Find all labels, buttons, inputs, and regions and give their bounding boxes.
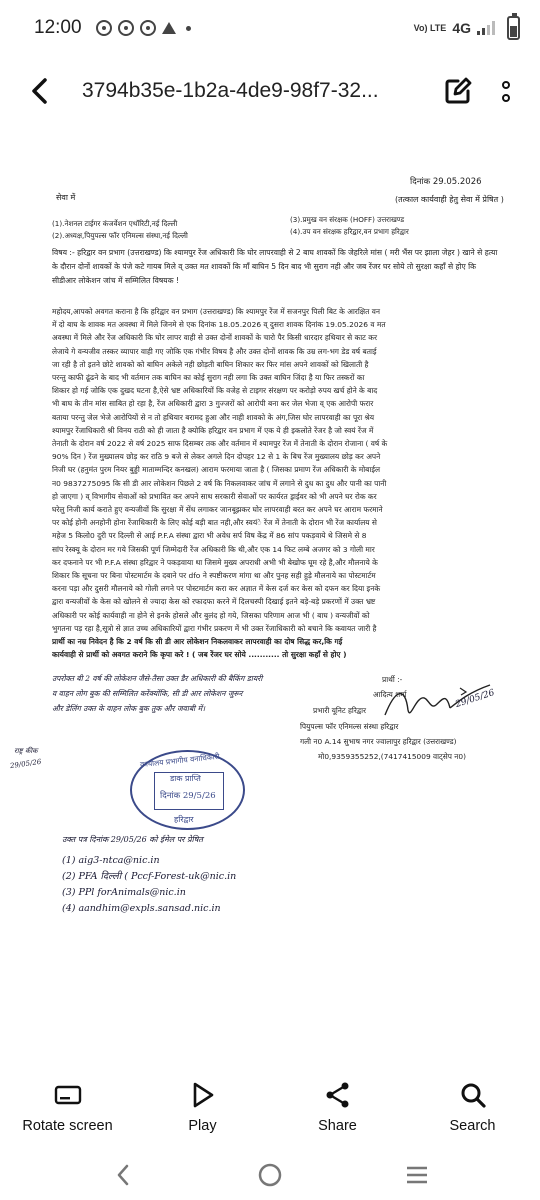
volte-icon: Vo) LTE [413,22,447,33]
notification-icons [96,20,191,36]
body-line: भी बाघ के तीन मांस साबित हो रहा है, रेंज अधिकारी द्वारा 3 गुज्जरों को आरोपी बना कर जेल भेजा व् एक आरोपी फरार [52,399,374,409]
letter-seva: सेवा में [56,193,76,202]
stamp-office: कार्यालय प्रभागीय वनाधिकारी [139,751,220,770]
email-item: (3) PPl forAnimals@nic.in [62,887,186,898]
back-arrow-icon [30,77,50,105]
email-note-header: उक्त पत्र दिनांक 29/05/26 को ईमेल पर प्रेषित [62,835,203,844]
body-line: हो जाएगा ) व् विभागीय सेवाओं को प्रभावित कर अपने साथ सरकारी सेवाओं पर कार्यरत ड्राईवर को भी अपने घर रोक कर [52,491,377,501]
body-line: न0 9837275095 कि सी डी आर लोकेशन पिछले 2 वर्ष कि निकलवाकर जांच में लगाने से दुध का दुध और पानी का पानी [52,478,387,488]
body-line: पर कोई होनी अनहोनी होना रेंजाधिकारी के लिए कोई बड़ी बात नही,और स्वयंे रेंज में तेनाती के दोरान भी रेंज कार्यालय से [52,518,377,528]
body-line: शिकार कि सूचना पर बिना पोस्टमार्टम के दबाने पर dfo ने स्पष्टीकरण मांगा था और पुनह सही हुड़े मौलनाये का पोस्टमार्टम [52,571,376,581]
nav-back-button[interactable] [103,1155,143,1195]
share-button[interactable] [278,1080,398,1134]
nav-recents-icon [404,1164,430,1186]
nav-home-button[interactable] [250,1155,290,1195]
nav-recents-button[interactable] [397,1155,437,1195]
share-label: Share [318,1118,357,1134]
sender-name: आदित्य शर्मा [373,690,407,699]
body-line: अधिकारी पर कोई कार्यवाही ना होने से इनके होसले और बुलंद हो गये, जिसका परिणाम आज भी ( बाघ ) वन्यजीवों को [52,610,370,620]
body-line: करना पड़ा और दुसरी मौलनाये को गोली लगने पर पोस्टमार्टम करा कर अज्ञात में केस दर्ज कर केस को दफन कर दिया इनके [52,584,381,594]
signature-date: 29/05/26 [454,688,496,711]
document-page [9,175,506,845]
status-bar [0,0,540,56]
back-button[interactable] [22,73,58,109]
alert-icon [162,22,176,34]
received-stamp [130,750,245,830]
sender-designation: प्रभारी यूनिट हरिद्वार [313,706,367,715]
bottom-actions [0,1080,540,1150]
search-button[interactable] [413,1080,533,1134]
play-label: Play [188,1118,217,1134]
body-line: श्यामपुर रेंजाधिकारी श्री विनय राठी को ही जाता है क्योकि हरिद्वार वन प्रभाग में एक ये ही इकलोते रेंजर है जो स्वयं रेंज में [52,425,374,435]
battery-icon [507,16,520,40]
notification-app-icon [140,20,156,36]
body-line: जा रही है तो इतने छोटे शावको को बाघिन अकेले नही छोड़ती बाघिन शिकार कर फिर मांस अपने शावकों को खिलाती है [52,359,369,369]
recipient-4: (4).उप वन संरक्षक हरिद्वार,वन प्रभाग हरिद्वार [290,227,409,236]
search-icon [458,1080,488,1110]
share-icon [323,1080,353,1110]
recipient-3: (3).प्रमुख वन संरक्षक (HOFF) उत्तराखण्ड [290,215,405,224]
more-dot-icon [502,94,510,102]
more-notifications-icon [186,26,191,31]
signal-icon [477,21,495,35]
network-type: 4G [452,20,471,36]
app-bar [0,56,540,126]
sender-address: गली न0 A.14 सुभाष नगर ज्वालापुर हरिद्वार (उत्तराखण्ड) [300,737,457,746]
nav-home-icon [257,1162,283,1188]
body-line: परन्तु काफी ढूंढने के बाद भी वर्तमान तक बाघिन का कोई सुराग नही लगा कि उक्त बाघिन जिंदा है या फिर तस्करों का [52,373,365,383]
edit-icon [444,77,472,105]
play-button[interactable] [143,1080,263,1134]
sender-org: पियुपल्स फॉर एनिमल्स संस्था हरिद्वार [300,722,399,731]
search-label: Search [449,1118,496,1134]
document-title: 3794b35e-1b2a-4de9-98f7-32... [82,79,379,102]
more-dot-icon [502,81,510,89]
rotate-screen-label: Rotate screen [22,1118,113,1134]
body-line: कार्यवाही से प्रार्थी को अवगत कराने कि कृपा करे ! ( जब रेंजर घर सोये ........... तो सुरक्षा कहाँ से होए ) [52,650,347,660]
body-line: शिकार हो गई जोकि एक दुखद घटना है,ऐसे भ्रष्ट अधिकारियों कि वजेह से टाइगर संरक्षण पर करोड़ो रुपय खर्च होने के बाद [52,386,378,396]
more-options-button[interactable] [494,73,518,109]
system-nav-bar [0,1150,540,1200]
body-line: अवस्था में मिले और रेंज अधिकारी कि घोर लापर वाही से उक्त दोनों शावकों के चारो पैर किसी धारदार हथियार से काट कर [52,333,378,343]
body-line: द्वारा वन्यजीवों के केस को खोलने से ज्यादा केस को रफादफा करने में दिलचस्पी दिखाई इतने बड़े-बड़े प्रकरणों में उक्त भ्रष्ट [52,597,376,607]
email-item: (4) aandhim@expls.sansad.nic.in [62,903,221,914]
handwritten-note: उपरोक्त बी 2 वर्ष की लोकेशन जैसे-तैसा उक्त डैर अधिकारी की बैकिंग डायरी [52,674,263,683]
email-item: (1) aig3-ntca@nic.in [62,855,160,866]
body-line: प्रार्थी का नम्र निवेदन है कि 2 वर्ष कि सी डी आर लोकेशन निकलवाकर लापरवाही का दोष सिद्ध कर,कि गई [52,637,343,647]
recipient-2: (2).अध्यक्ष,पियुपल्स फॉर एनिमल्स संस्था,नई दिल्ली [52,231,188,240]
handwritten-note: व वाहन लोग बुक की सम्मिलित करेंक्योंकि, सी डी आर लोकेशन जुरूर [52,689,243,698]
margin-note-date: 29/05/26 [9,757,42,771]
body-line: घरेलु निजी कार्य कराते हुए वन्यजीवों कि सुरक्षा में सेंध लगाकर जानबूझकर घोर लापरवाही बरत कर अपने घर आराम फरमाने [52,505,383,515]
margin-note: राष्ट्र कीक [14,747,38,755]
sender-prarthi: प्रार्थी :- [382,675,403,684]
system-icons [414,16,520,40]
body-line: सांप रेस्क्यू के दोरान मर गये जिसकी पूर्ण जिम्मेदारी रेंज अधिकारी कि थी,और एक 14 फिट लम्बे अजगर को 3 गोली मार [52,544,375,554]
recipient-1: (1).नेशनल टाईगर कंजर्वेशन एथॉरिटी,नई दिल्ली [52,219,178,228]
handwritten-note: और डेलिंग उक्त के वाहन लोक बुक तुक और जवाबी में। [52,704,205,713]
body-line: महेज 5 किलो0 दुरी पर दिल्ली से आई P.F.A संस्था द्वारा भी अवेध सर्प विष केंद्र में 86 सांप पकड़वाये थे जिसमे से 8 [52,531,367,541]
body-line: बताया परन्तु जेल भेजे आरोपियों से न तो हथियार बरामद हुआ और नाही शावको के अंग,जिस घोर लापरवाही का पूरा श्रेय [52,412,375,422]
rotate-screen-button[interactable] [8,1080,128,1134]
notification-app-icon [118,20,134,36]
edit-button[interactable] [440,73,476,109]
stamp-place: हरिद्वार [174,815,194,824]
letter-date: दिनांक 29.05.2026 [410,177,482,187]
letter-date-note: (तत्काल कार्यवाही हेतु सेवा में प्रेषित ) [395,195,504,204]
nav-back-icon [115,1163,131,1187]
body-line: निजी घर (हनुमंत पुरम नियर बुड्डी माताम्मन्दिर कनखल) आराम फरमाया जाता है ( जिसका प्रमाण रेंज अधिकारी के मोबाईल [52,465,381,475]
play-icon [188,1080,218,1110]
notification-app-icon [96,20,112,36]
body-line: भुगतना पड़ रहा है,सूत्रो से ज्ञात उच्च अधिकारियों द्वारा गंभीर प्रकरण में भी उक्त रेंजाधिकारी को बचाने कि कवायत जारी है [52,623,377,633]
body-line: में दो बाघ के शावक मत अवस्था में मिले जिनमे से एक दिनांक 18.05.2026 व् दुसरा शावक दिनांक 19.05.2026 व मत [52,320,386,330]
body-line: तेनाती के दोरान वर्ष 2022 से वर्ष 2025 साफ दिसम्बर तक और वर्तमान में श्यामपुर रेंज में तेनाती के दोरान रोजाना ( वर्ष के [52,439,388,449]
email-item: (2) PFA दिल्ली ( Pccf-Forest-uk@nic.in [62,871,237,882]
letter-subject: विषय :- हरिद्वार वन प्रभाग (उत्तराखण्ड) कि श्यामपुर रेंज अधिकारी कि घोर लापरवाही से 2 बाघ शावकों कि जेहरिले मांस ( मरी भैंस पर झाला जेहर ) खाने से हत्या के दौरान दोनों शावकों के पंजे कटे गायब मिले व् उक्त मत शावकों कि माँ बाघिन 5 दिन बाद भी सुराग नही और जब रेंजर घर सोये तो सुरक्षा कहाँ से होए कि सीडीआर लोकेशन जांच में सम्मिलित विषयक ! [52,248,498,285]
body-line: महोदय,आपको अवगत कराना है कि हरिद्वार वन प्रभाग (उत्तराखण्ड) कि श्यामपुर रेंज में सजनपुर पिली बिट के आरक्षित वन [52,307,380,316]
sender-phone: मो0,9359355252,(7417415009 वाट्सेप न0) [318,752,466,761]
stamp-date: दिनांक 29/5/26 [160,791,216,801]
signature-icon [380,680,500,725]
status-time: 12:00 [34,17,82,38]
body-line: 90% दिन ) रेंज मुख्यालय छोड़ कर राठि 9 बजे से लेकर अगले दिन दोपहर 12 से 1 के बिच रेंज मुख्यालय छोड़ कर अपने [52,452,381,462]
stamp-received: डाक प्राप्ति [170,774,201,783]
rotate-screen-icon [53,1080,83,1110]
body-line: लेजाये गे वन्यजीव तस्कर व्यापार वाही गए जोकि एक गंभीर विषय है और उक्त दोनों शावक कि उम्र लग-भग डेड वर्ष बताई [52,346,377,356]
body-line: कर दफनाने पर भी P.F.A संस्था हरिद्वार ने पकड़वाया था जिसमे मुख्य अपराधी अभी भी बेखोफ घूम रहे है,और मौलनाये के [52,557,378,567]
letter-body [52,305,504,661]
